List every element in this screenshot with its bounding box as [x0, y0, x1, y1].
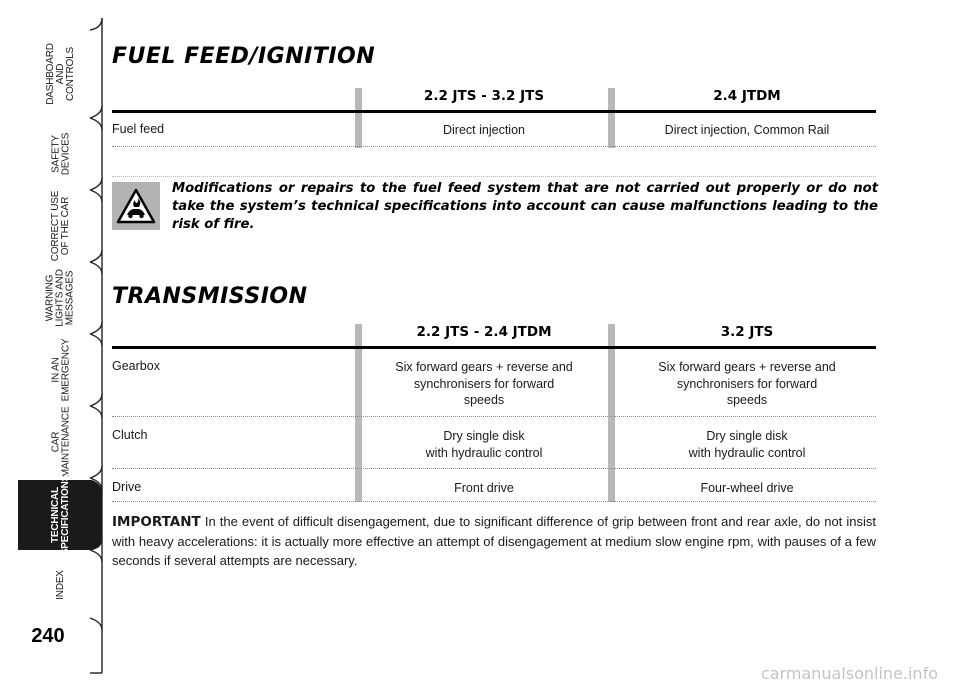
- column-divider: [608, 88, 615, 148]
- column-divider: [355, 324, 362, 502]
- tab-label: TECHNICAL SPECIFICATIONS: [49, 474, 71, 556]
- page-number: 240: [31, 625, 65, 647]
- row-label-drive: Drive: [112, 480, 142, 494]
- tab-technical-specifications[interactable]: [18, 474, 104, 556]
- tab-in-an-emergency[interactable]: [18, 334, 104, 406]
- tab-warning-lights-and-messages[interactable]: [18, 262, 104, 334]
- row-label-fuel-feed: Fuel feed: [112, 122, 165, 136]
- tab-label: SAFETY DEVICES: [49, 132, 71, 176]
- fuel-column-header-1: 2.2 JTS - 3.2 JTS: [423, 88, 545, 104]
- transmission-title: TRANSMISSION: [112, 284, 308, 309]
- important-label: IMPORTANT: [112, 514, 201, 530]
- tab-label: INDEX: [55, 570, 66, 600]
- column-divider: [355, 88, 362, 148]
- fire-warning-icon: [112, 182, 160, 230]
- warning-top-rule: [112, 176, 876, 177]
- tab-correct-use-of-the-car[interactable]: [18, 190, 104, 262]
- cell-drive-col2: Four-wheel drive: [700, 481, 794, 495]
- cell-clutch-col2: Dry single disk with hydraulic control: [688, 429, 806, 460]
- cell-fuel-feed-col2: Direct injection, Common Rail: [664, 123, 830, 137]
- row-divider: [112, 501, 876, 502]
- tab-label: DASHBOARD AND CONTROLS: [44, 43, 76, 105]
- section-tab-bar: [18, 18, 104, 678]
- row-label-clutch: Clutch: [112, 428, 148, 442]
- tab-label: CAR MAINTENANCE: [50, 406, 71, 478]
- tab-label: IN AN EMERGENCY: [50, 338, 71, 402]
- row-divider: [112, 146, 876, 147]
- important-note: [112, 512, 876, 570]
- cell-gearbox-col1: Six forward gears + reverse and synchronisers for forward speeds: [395, 360, 573, 407]
- warning-text: Modifications or repairs to the fuel feed system that are not carried out properly or do not take the system’s technical specifications into account can cause malfunctions leading to the risk of fire.: [172, 181, 878, 232]
- tab-dashboard-and-controls[interactable]: [18, 30, 104, 118]
- cell-drive-col1: Front drive: [454, 481, 514, 495]
- row-divider: [112, 468, 876, 469]
- watermark: carmanualsonline.info: [760, 664, 938, 683]
- tab-car-maintenance[interactable]: [18, 406, 104, 478]
- row-divider: [112, 416, 876, 417]
- fuel-column-header-2: 2.4 JTDM: [713, 88, 781, 104]
- important-text: In the event of difficult disengagement, due to significant difference of grip between front and rear axle, do not insist with heavy accelerations: it is actually more effective an attempt of disengagement at medium slow engine rpm, with pauses of a few seconds if several attempts are necessary.: [112, 514, 876, 568]
- column-divider: [608, 324, 615, 502]
- cell-gearbox-col2: Six forward gears + reverse and synchronisers for forward speeds: [658, 360, 836, 407]
- transmission-column-header-2: 3.2 JTS: [720, 324, 774, 340]
- header-rule: [112, 346, 876, 349]
- cell-fuel-feed-col1: Direct injection: [443, 123, 525, 137]
- tab-index[interactable]: [18, 550, 104, 620]
- fire-warning: [112, 180, 876, 236]
- cell-clutch-col1: Dry single disk with hydraulic control: [425, 429, 543, 460]
- tab-safety-devices[interactable]: [18, 118, 104, 190]
- row-label-gearbox: Gearbox: [112, 359, 160, 373]
- tab-label: WARNING LIGHTS AND MESSAGES: [45, 269, 76, 327]
- tab-label: CORRECT USE OF THE CAR: [50, 190, 71, 262]
- transmission-column-header-1: 2.2 JTS - 2.4 JTDM: [416, 324, 552, 340]
- header-rule: [112, 110, 876, 113]
- fuel-feed-title: FUEL FEED/IGNITION: [112, 44, 376, 69]
